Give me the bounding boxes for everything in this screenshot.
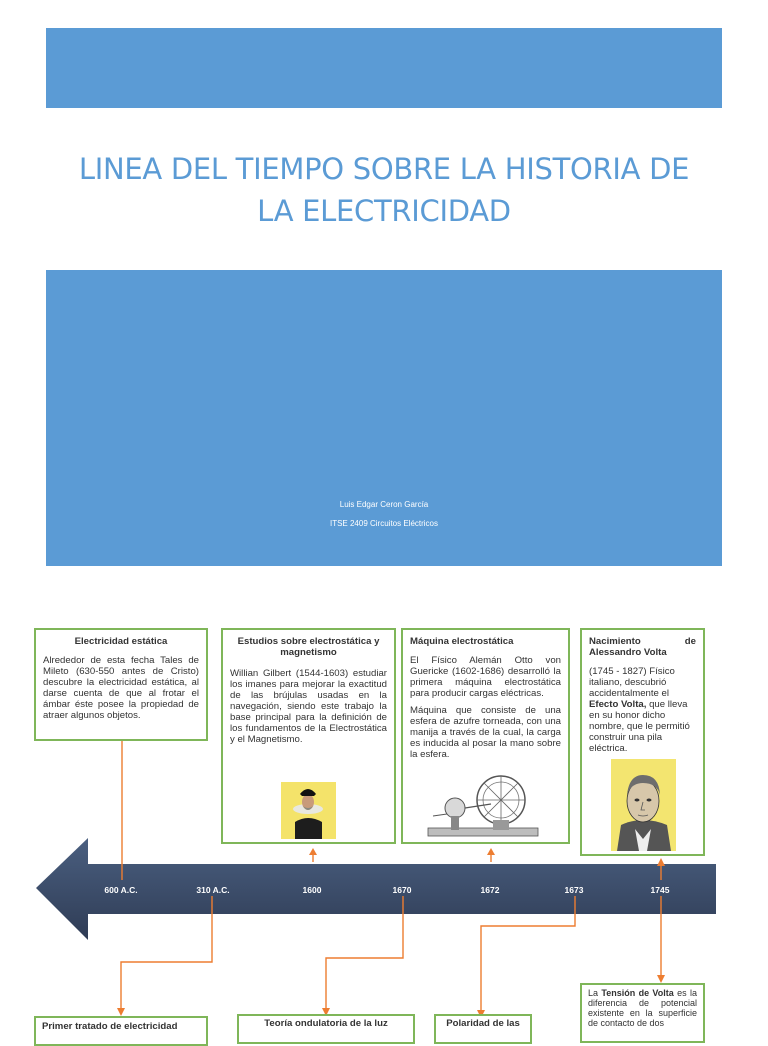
year-label: 1600 (302, 885, 322, 895)
event-box-volta-tension (580, 983, 705, 1043)
event-box-polarity (434, 1014, 532, 1044)
year-label: 1670 (392, 885, 412, 895)
year-label: 1673 (564, 885, 584, 895)
event-body: El Físico Alemán Otto von Guericke (1602-1686) desarrolló la primera máquina electrostática para producir cargas eléctricas. (410, 655, 561, 699)
year-label: 1745 (650, 885, 670, 895)
event-body-bold: Tensión de Volta (601, 988, 674, 998)
event-title-a: Nacimiento (589, 636, 641, 647)
event-box-volta-birth (580, 628, 705, 856)
event-title: Teoría ondulatoria de la luz (264, 1018, 388, 1029)
year-label: 1672 (480, 885, 500, 895)
event-title: Electricidad estática (74, 636, 168, 647)
event-body-2: Máquina que consiste de una esfera de azufre torneada, con una manija a través de la cual, la carga es inducida al posar la mano sobre la esfera. (410, 705, 561, 760)
year-label: 310 A.C. (196, 885, 230, 895)
event-box-static-electricity (34, 628, 208, 741)
year-label: 600 A.C. (104, 885, 138, 895)
event-box-wave-theory (237, 1014, 415, 1044)
event-body (589, 666, 696, 754)
event-body-bold: Efecto Volta, (589, 699, 647, 710)
event-body: Alrededor de esta fecha Tales de Mileto (630-550 antes de Cristo) descubre la electricidad estática, al darse cuenta de que al frotar el ámbar éste posee la propiedad de atraer algunos objetos. (43, 655, 199, 721)
event-body-part: La (588, 988, 602, 998)
event-body (588, 988, 697, 1028)
event-box-gilbert (221, 628, 396, 844)
event-box-guericke (401, 628, 570, 844)
author-name: Luis Edgar Ceron García (339, 500, 429, 509)
event-body-part: que lleva en su honor dicho nombre, que le permitió construir una pila eléctrica. (589, 699, 690, 754)
event-title: Estudios sobre electrostática y magnetismo (237, 636, 380, 658)
event-title: Máquina electrostática (410, 636, 514, 647)
event-title: Polaridad de las (446, 1018, 520, 1029)
course-name: ITSE 2409 Circuitos Eléctricos (329, 519, 439, 528)
event-title: Primer tratado de electricidad (42, 1021, 178, 1032)
event-body-part: (1745 - 1827) Físico italiano, descubrió accidentalmente el (589, 666, 675, 699)
event-body-part: es la diferencia de potencial existente en la superficie de contacto de dos (588, 988, 697, 1028)
event-title-b: de (684, 636, 696, 647)
volta-portrait (611, 759, 676, 851)
event-title (589, 636, 696, 658)
electrostatic-machine-image (423, 770, 543, 840)
title-line-1: LINEA DEL TIEMPO SOBRE LA HISTORIA DE (78, 152, 690, 186)
title-line-2: LA ELECTRICIDAD (257, 194, 511, 228)
event-body: Willian Gilbert (1544-1603) estudiar los imanes para mejorar la exactitud de las brújulas usadas en la navegación, siendo este trabajo la base principal para la definición de los fundamentos de la Electrostática y el Magnetismo. (230, 668, 387, 745)
event-box-first-treatise (34, 1016, 208, 1046)
gilbert-portrait (281, 782, 336, 839)
event-title-c: Alessandro Volta (589, 647, 667, 658)
